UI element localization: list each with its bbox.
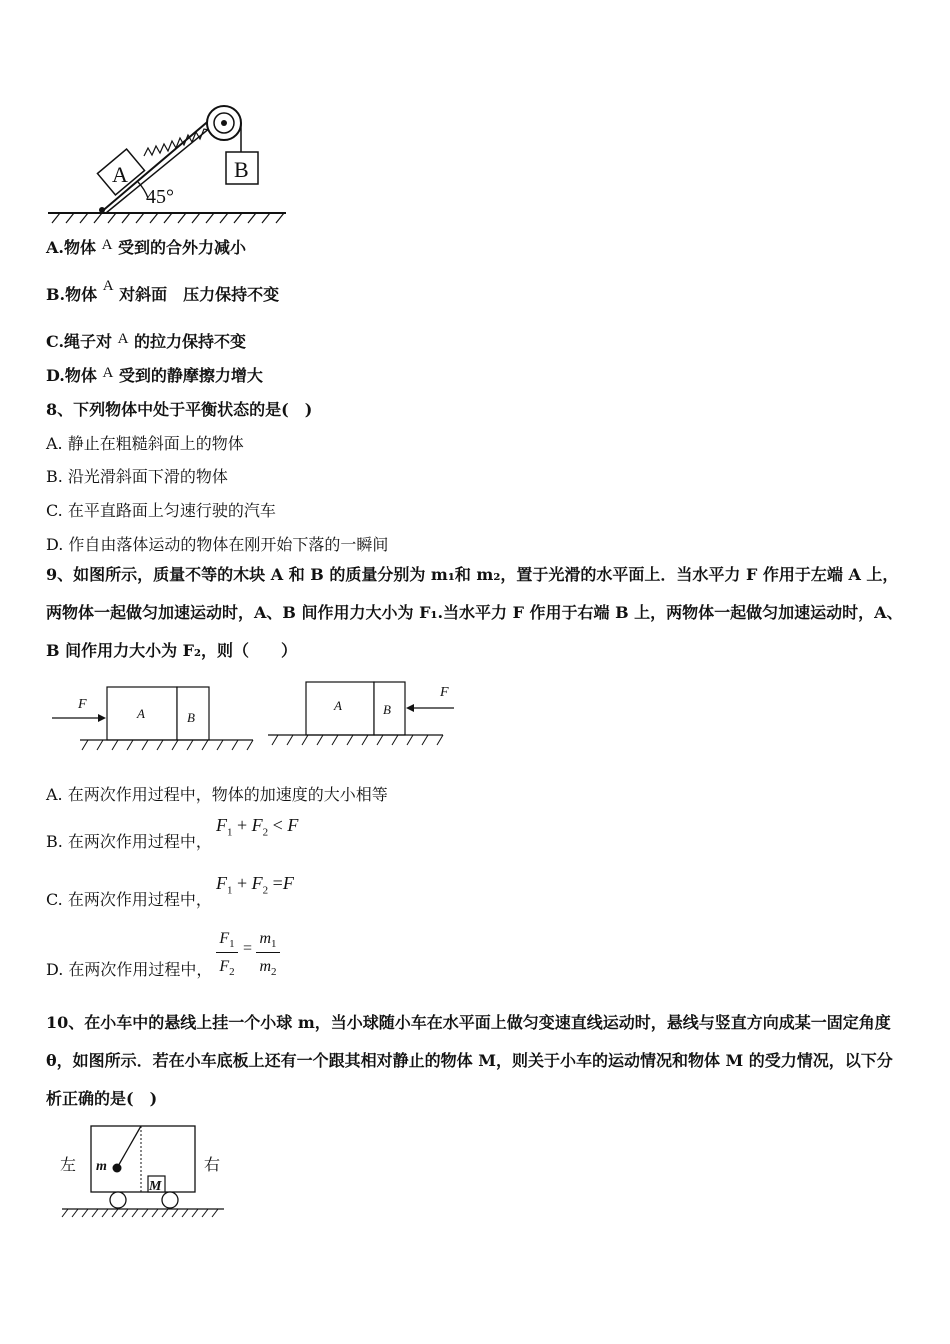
block-b-left: B [187, 710, 195, 725]
q9-formula-c: $F_1 + F_2 =F$ [216, 873, 294, 897]
q9-option-a: A. 在两次作用过程中，物体的加速度的大小相等 [46, 785, 388, 804]
q8-option-b: B. 沿光滑斜面下滑的物体 [46, 467, 228, 486]
block-a-label: A [112, 162, 128, 187]
block-a-left: A [137, 706, 145, 721]
q8-option-c: C. 在平直路面上匀速行驶的汽车 [46, 501, 276, 520]
q8-stem: 8、下列物体中处于平衡状态的是( ) [46, 400, 313, 419]
force-label-left: F [78, 697, 87, 712]
block-b-right: B [383, 702, 391, 717]
q9-blocks-figure [48, 676, 468, 756]
block-b-label: B [234, 157, 249, 182]
left-label: 左 [60, 1157, 77, 1174]
force-label-right: F [440, 685, 449, 700]
block-m-label: M [149, 1179, 162, 1194]
q8-option-a: A. 静止在粗糙斜面上的物体 [46, 434, 244, 453]
q8-option-d: D. 作自由落体运动的物体在刚开始下落的一瞬间 [46, 535, 389, 554]
q7-option-d: D.物体 A 受到的静摩擦力增大 [46, 365, 263, 385]
q9-formula-b: $F_1 + F_2 < F$ [216, 815, 299, 839]
ball-label: m [96, 1159, 107, 1174]
q9-option-b: B. 在两次作用过程中， [46, 832, 212, 851]
q10-cart-figure [54, 1120, 234, 1220]
q9-stem: 9、如图所示，质量不等的木块 A 和 B 的质量分别为 m₁和 m₂，置于光滑的水平面上．当水平力 F 作用于左端 A 上，两物体一起做匀加速运动时，A、B 间作用力大小为 F₁.当水平力 F 作用于右端 B 上，两物体一起做匀加速运动时，A、B 间作用力大小为 F₂，则（ ） [46, 565, 903, 660]
q7-option-c: C.绳子对 A 的拉力保持不变 [46, 331, 247, 351]
incline-pulley-figure [44, 96, 294, 226]
q7-option-b: B.物体 A 对斜面 压力保持不变 [46, 278, 280, 304]
right-label: 右 [204, 1157, 221, 1174]
angle-label: 45° [146, 186, 174, 208]
q10-stem: 10、在小车中的悬线上挂一个小球 m，当小球随小车在水平面上做匀变速直线运动时，悬线与竖直方向成某一固定角度 θ，如图所示．若在小车底板上还有一个跟其相对静止的物体 M，则关于小车的运动情况和物体 M 的受力情况，以下分析正确的是( ) [46, 1013, 893, 1108]
q7-option-a: A.物体 A 受到的合外力减小 [46, 237, 247, 257]
q9-option-d: D. 在两次作用过程中， [46, 960, 213, 979]
q9-option-c: C. 在两次作用过程中， [46, 890, 212, 909]
block-a-right: A [334, 698, 342, 713]
